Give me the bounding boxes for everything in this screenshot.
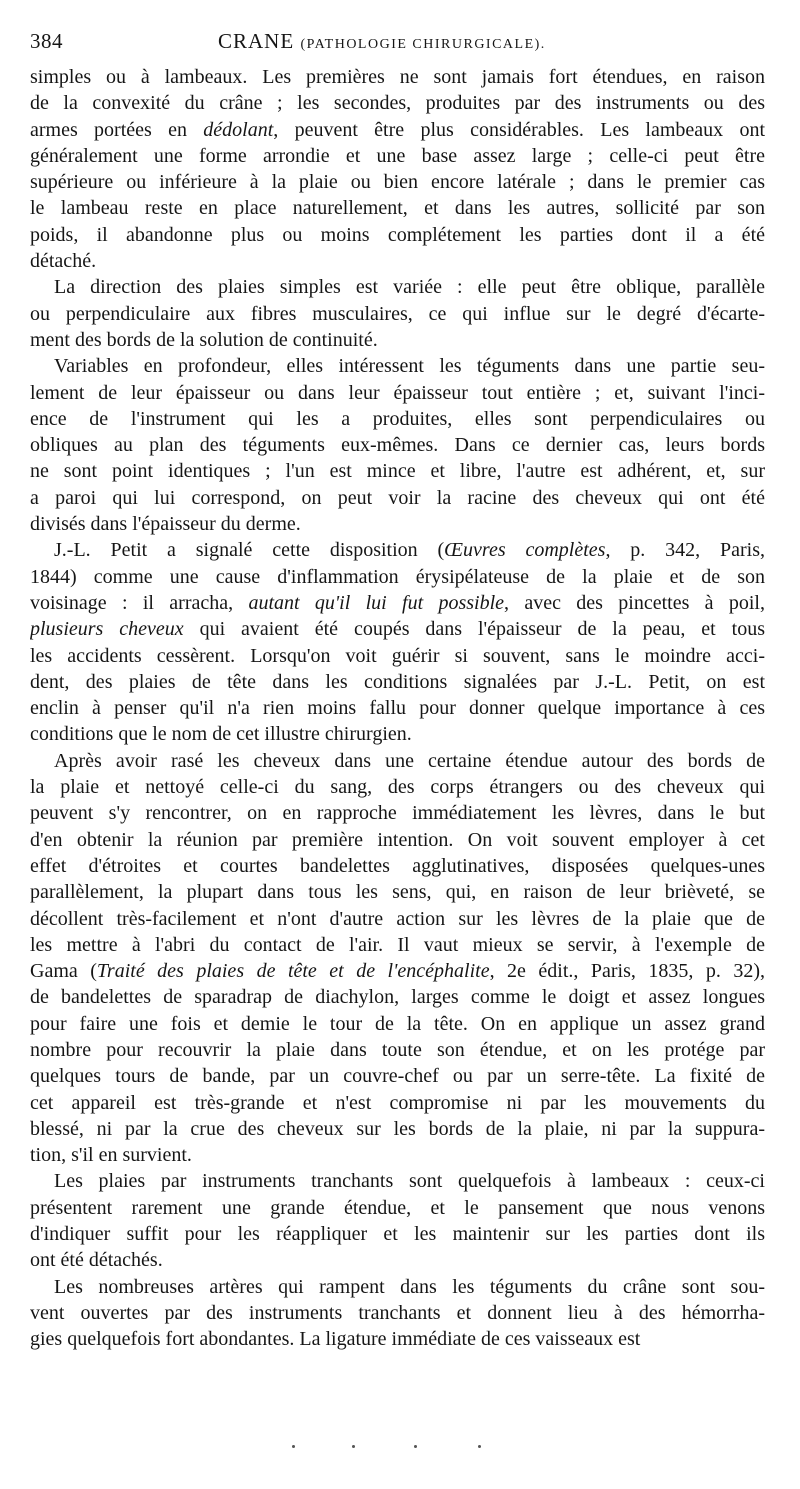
text-line: 1844) comme une cause d'inflammation érysipélateuse de la plaie et de son (30, 565, 765, 588)
body-text (30, 64, 765, 1353)
text-line: nombre pour recouvrir la plaie dans toute son étendue, et on les protége par (30, 1038, 765, 1061)
text-line: tion, s'il en survient. (30, 1144, 192, 1167)
paragraph (30, 353, 765, 537)
text-line: voisinage : il arracha, autant qu'il lui fut possible, avec des pincettes à poil, (30, 591, 765, 614)
running-header (30, 26, 765, 56)
text-line: généralement une forme arrondie et une base assez large ; celle-ci peut être (30, 144, 765, 167)
text-line: présentent rarement une grande étendue, et le pansement que nous venons (30, 1196, 765, 1219)
text-line: le lambeau reste en place naturellement, et dans les autres, sollicité par son (30, 197, 765, 220)
paragraph (30, 64, 765, 274)
paragraph (30, 537, 765, 747)
text-line: plusieurs cheveux qui avaient été coupés dans l'épaisseur de la peau, et tous (30, 618, 765, 641)
text-line: détaché. (30, 250, 97, 273)
printer-mark (292, 1445, 295, 1448)
text-line: J.-L. Petit a signalé cette disposition (Œuvres complètes, p. 342, Paris, (54, 539, 765, 562)
text-line: Les nombreuses artères qui rampent dans les téguments du crâne sont sou- (54, 1275, 765, 1298)
running-head-title (218, 26, 546, 60)
text-line: vent ouvertes par des instruments tranchants et donnent lieu à des hémorrha- (30, 1301, 765, 1324)
printer-mark (478, 1445, 481, 1448)
printer-mark (352, 1445, 355, 1448)
text-line: Les plaies par instruments tranchants sont quelquefois à lambeaux : ceux-ci (54, 1170, 765, 1193)
text-line: simples ou à lambeaux. Les premières ne sont jamais fort étendues, en raison (30, 66, 765, 88)
text-line: parallèlement, la plupart dans tous les sens, qui, en raison de leur brièveté, se (30, 881, 765, 904)
text-line: Variables en profondeur, elles intéressent les téguments dans une partie seu- (54, 355, 765, 378)
text-line: poids, il abandonne plus ou moins complétement les parties dont il a été (30, 223, 765, 246)
text-line: ont été détachés. (30, 1249, 163, 1272)
text-line: ne sont point identiques ; l'un est mince et libre, l'autre est adhérent, et, sur (30, 460, 765, 483)
paragraph (30, 1168, 765, 1273)
text-line: dent, des plaies de tête dans les conditions signalées par J.-L. Petit, on est (30, 670, 765, 693)
text-line: conditions que le nom de cet illustre chirurgien. (30, 723, 412, 746)
printer-mark (414, 1445, 417, 1448)
document-page (30, 26, 765, 1353)
running-head-subtitle: (PATHOLOGIE CHIRURGICALE). (300, 37, 546, 52)
page-number: 384 (30, 29, 63, 53)
paragraph (30, 748, 765, 1169)
paragraph (30, 274, 765, 353)
text-line: divisés dans l'épaisseur du derme. (30, 513, 301, 536)
text-line: ment des bords de la solution de continuité. (30, 328, 378, 351)
text-line: quelques tours de bande, par un couvre-chef ou par un serre-tête. La fixité de (30, 1065, 765, 1088)
text-line: décollent très-facilement et n'ont d'autre action sur les lèvres de la plaie que de (30, 907, 765, 930)
text-line: la plaie et nettoyé celle-ci du sang, des corps étrangers ou des cheveux qui (30, 776, 765, 799)
text-line: obliques au plan des téguments eux-mêmes. Dans ce dernier cas, leurs bords (30, 434, 765, 457)
text-line: les mettre à l'abri du contact de l'air. Il vaut mieux se servir, à l'exemple de (30, 933, 765, 956)
text-line: cet appareil est très-grande et n'est compromise ni par les mouvements du (30, 1091, 765, 1114)
text-line: d'en obtenir la réunion par première intention. On voit souvent employer à cet (30, 828, 765, 851)
text-line: blessé, ni par la crue des cheveux sur les bords de la plaie, ni par la suppura- (30, 1117, 765, 1140)
text-line: supérieure ou inférieure à la plaie ou bien encore latérale ; dans le premier cas (30, 171, 765, 194)
text-line: pour faire une fois et demie le tour de la tête. On en applique un assez grand (30, 1012, 765, 1035)
text-line: enclin à penser qu'il n'a rien moins fallu pour donner quelque importance à ces (30, 697, 765, 720)
text-line: peuvent s'y rencontrer, on en rapproche immédiatement les lèvres, dans le but (30, 802, 765, 825)
text-line: effet d'étroites et courtes bandelettes agglutinatives, disposées quelques-unes (30, 854, 765, 877)
text-line: ence de l'instrument qui les a produites, elles sont perpendiculaires ou (30, 407, 765, 430)
text-line: lement de leur épaisseur ou dans leur épaisseur tout entière ; et, suivant l'inci- (30, 381, 765, 404)
text-line: a paroi qui lui correspond, on peut voir la racine des cheveux qui ont été (30, 486, 765, 509)
text-line: gies quelquefois fort abondantes. La ligature immédiate de ces vaisseaux est (30, 1328, 641, 1351)
text-line: d'indiquer suffit pour les réappliquer et les maintenir sur les parties dont ils (30, 1223, 765, 1246)
text-line: les accidents cessèrent. Lorsqu'on voit guérir si souvent, sans le moindre acci- (30, 644, 765, 667)
paragraph (30, 1274, 765, 1353)
text-line: de la convexité du crâne ; les secondes, produites par des instruments ou des (30, 92, 765, 115)
footer-printer-marks (0, 1445, 800, 1455)
text-line: de bandelettes de sparadrap de diachylon, larges comme le doigt et assez longues (30, 986, 765, 1009)
text-line: ou perpendiculaire aux fibres musculaires, ce qui influe sur le degré d'écarte- (30, 302, 765, 325)
text-line: La direction des plaies simples est variée : elle peut être oblique, parallèle (54, 276, 765, 299)
running-head-main: CRANE (218, 29, 295, 53)
text-line: Après avoir rasé les cheveux dans une certaine étendue autour des bords de (54, 749, 765, 772)
text-line: armes portées en dédolant, peuvent être plus considérables. Les lambeaux ont (30, 118, 765, 141)
text-line: Gama (Traité des plaies de tête et de l'encéphalite, 2e édit., Paris, 1835, p. 32), (30, 960, 765, 983)
